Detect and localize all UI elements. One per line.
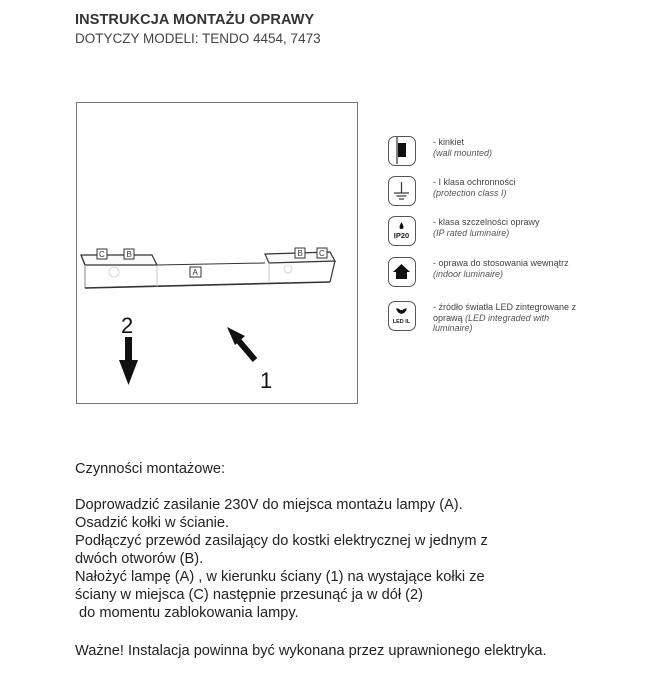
instructions-heading: Czynności montażowe: (75, 461, 226, 477)
label-b-right-text: B (297, 249, 303, 258)
label-a-center (190, 267, 201, 277)
instruction-line: ściany w miejsca (C) następnie przesunąć ja w dół (2) (75, 587, 423, 603)
arrow-down-icon (119, 337, 138, 385)
label-b-left (124, 249, 134, 259)
ip20-icon-text: IP20 (393, 231, 410, 240)
mounting-instructions (75, 460, 488, 622)
instruction-line: do momentu zablokowania lampy. (75, 605, 299, 621)
label-b-right (295, 248, 305, 258)
ip20-icon (388, 216, 416, 246)
legend-text-pl: - oprawa do stosowania wewnątrz (433, 258, 569, 268)
ground-protection-icon (388, 176, 416, 206)
led-icon-text: LED IL (392, 319, 411, 325)
legend-text-pl: - kinkiet (433, 137, 465, 147)
legend-text-en: (IP rated luminaire) (433, 227, 510, 238)
arrow-diagonal-number: 1 (260, 368, 273, 393)
electrician-warning: Ważne! Instalacja powinna być wykonana przez uprawnionego elektryka. (75, 643, 547, 659)
label-a-center-text: A (192, 268, 198, 277)
legend-text-en: (protection class I) (433, 187, 507, 198)
legend-text-pl: - źródło światła LED zintegrowane z oprawą (433, 302, 577, 323)
legend-text-en: (wall mounted) (433, 147, 493, 158)
instruction-line: Osadzić kołki w ścianie. (75, 515, 230, 531)
label-c-right (317, 248, 327, 258)
led-integrated-icon (388, 301, 416, 331)
document-title: INSTRUKCJA MONTAŻU OPRAWY (75, 12, 315, 28)
instruction-line: Nałożyć lampę (A) , w kierunku ściany (1) na wystające kołki ze (75, 569, 485, 585)
label-c-left-text: C (99, 250, 105, 259)
arrow-down-number: 2 (121, 313, 134, 338)
label-c-right-text: C (319, 249, 325, 258)
legend-text-en: (indoor luminaire) (433, 268, 504, 279)
wall-mount-icon (388, 136, 416, 166)
instruction-line: dwóch otworów (B). (75, 551, 204, 567)
label-c-left (97, 249, 107, 259)
lamp-diagram-svg (77, 103, 359, 405)
legend-text-en: (LED integraded with luminaire) (433, 312, 550, 333)
label-b-left-text: B (126, 250, 132, 259)
model-subtitle: DOTYCZY MODELI: TENDO 4454, 7473 (75, 31, 321, 46)
mounting-diagram (76, 102, 358, 404)
legend-text-pl: - klasa szczelności oprawy (433, 217, 540, 227)
arrow-diagonal-icon (227, 327, 255, 360)
instruction-line: Doprowadzić zasilanie 230V do miejsca montażu lampy (A). (75, 497, 463, 513)
instruction-line: Podłączyć przewód zasilający do kostki elektrycznej w jednym z (75, 533, 488, 549)
legend-text-pl: - I klasa ochronności (433, 177, 516, 187)
indoor-house-icon (388, 257, 416, 287)
